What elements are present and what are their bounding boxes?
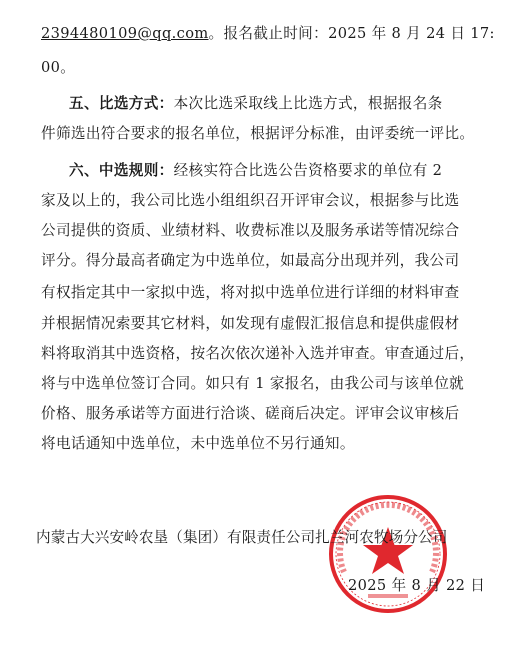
section-6-line: 公司提供的资质、业绩材料、收费标准以及服务承诺等情况综合 — [41, 222, 460, 239]
contact-email[interactable]: 2394480109@qq.com — [41, 25, 209, 42]
section-5-text-2: 件筛选出符合要求的报名单位，根据评分标准，由评委统一评比。 — [41, 125, 475, 142]
section-6-line: 并根据情况索要其它材料，如发现有虚假汇报信息和提供虚假材 — [41, 315, 460, 332]
section-6-text-1: 经核实符合比选公告资格要求的单位有 2 — [173, 162, 443, 179]
company-seal — [326, 492, 450, 616]
signature-date: 2025 年 8 月 22 日 — [348, 577, 486, 594]
section-6-line: 将电话通知中选单位，未中选单位不另行通知。 — [41, 435, 355, 452]
deadline-text: 。报名截止时间：2025 年 8 月 24 日 17: — [208, 25, 495, 42]
section-6-first-line — [69, 161, 481, 181]
section-6-line: 料将取消其中选资格，按名次依次递补入选并审查。审查通过后， — [41, 345, 475, 362]
section-6-heading: 六、中选规则： — [69, 162, 174, 179]
section-6-line: 家及以上的，我公司比选小组组织召开评审会议，根据参与比选 — [41, 192, 460, 209]
section-6-line: 价格、服务承诺等方面进行洽谈、磋商后决定。评审会议审核后 — [41, 405, 460, 422]
deadline-line — [41, 24, 495, 44]
section-5-first-line — [69, 94, 481, 114]
section-5-text-1: 本次比选采取线上比选方式，根据报名条 — [173, 95, 443, 112]
section-6-line: 有权指定其中一家拟中选，将对拟中选单位进行详细的材料审查 — [41, 284, 460, 301]
section-6-line: 将与中选单位签订合同。如只有 1 家报名，由我公司与该单位就 — [41, 375, 465, 392]
signature-organization: 内蒙古大兴安岭农垦（集团）有限责任公司扎兰河农牧场分公司 — [36, 529, 448, 546]
deadline-line-continued: 00。 — [41, 59, 76, 76]
section-6-line: 评分。得分最高者确定为中选单位，如最高分出现并列，我公司 — [41, 252, 460, 269]
section-5-heading: 五、比选方式： — [69, 95, 174, 112]
